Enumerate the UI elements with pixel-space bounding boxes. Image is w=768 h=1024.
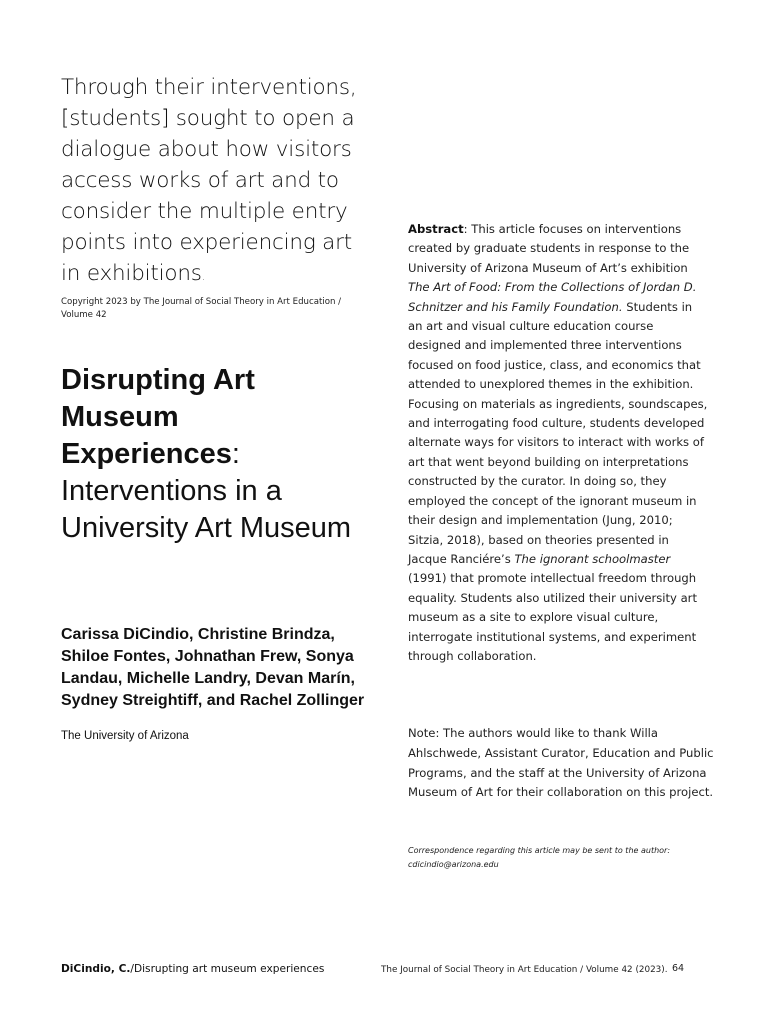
acknowledgment-note: Note: The authors would like to thank Willa Ahlschwede, Assistant Curator, Education and Public Programs, and the staff at the University of Arizona Museum of Art for their collaboration on this project. [408,726,714,800]
pull-quote-period: . [201,270,206,283]
footer-journal: The Journal of Social Theory in Art Education / Volume 42 (2023). [381,965,668,975]
abstract-text-part2: Students in an art and visual culture education course designed and implemented three interventions focused on food justice, class, and economics that attended to unexplored themes in the exhibition. Focusing on materials as ingredients, soundscapes, and interrogating food culture, students developed alternate ways for visitors to interact with works of art that went beyond building on interpretations constructed by the curator. In doing so, they employed the concept of the ignorant museum in their design and implementation (Jung, 2010; Sitzia, 2018), based on theories presented in Jacque Ranciére’s [408,299,708,566]
pull-quote [61,72,361,292]
title-main-line1: Disrupting Art Museum [61,364,255,433]
correspondence-note [408,844,708,872]
correspondence-text: Correspondence regarding this article may be sent to the author: [408,846,671,855]
author-affiliation: The University of Arizona [61,730,189,742]
copyright-notice: Copyright 2023 by The Journal of Social Theory in Art Education / Volume 42 [61,297,342,320]
title-colon: : [231,438,240,470]
author-list: Carissa DiCindio, Christine Brindza, Shiloe Fontes, Johnathan Frew, Sonya Landau, Michelle Landry, Devan Marín, Sydney Streightiff, and Rachel Zollinger [61,626,365,709]
footer-running-head [61,963,324,975]
article-subtitle: Interventions in a University Art Museum [61,475,352,544]
article-title [61,362,361,547]
pull-quote-text: Through their interventions, [students] sought to open a dialogue about how visitors access works of art and to consider the multiple entry points into experiencing art in exhibitions [61,75,357,286]
exhibition-title: The Art of Food: From the Collections of Jordan D. Schnitzer and his Family Foundation. [408,280,697,314]
abstract-text-part3: (1991) that promote intellectual freedom through equality. Students also utilized their university art museum as a site to explore visual culture, interrogate institutional systems, and experiment through collaboration. [408,571,697,663]
footer-running-title: /Disrupting art museum experiences [130,963,325,975]
page-number: 64 [672,963,685,974]
abstract-text-part1: : This article focuses on interventions created by graduate students in response to the University of Arizona Museum of Art’s exhibition [408,222,690,275]
title-main-line2: Experiences [61,438,232,470]
correspondence-email[interactable]: cdicindio@arizona.edu [408,860,499,869]
book-title: The ignorant schoolmaster [514,551,671,566]
footer-author: DiCindio, C. [61,963,131,975]
abstract-label: Abstract [408,222,464,236]
abstract [408,220,708,666]
